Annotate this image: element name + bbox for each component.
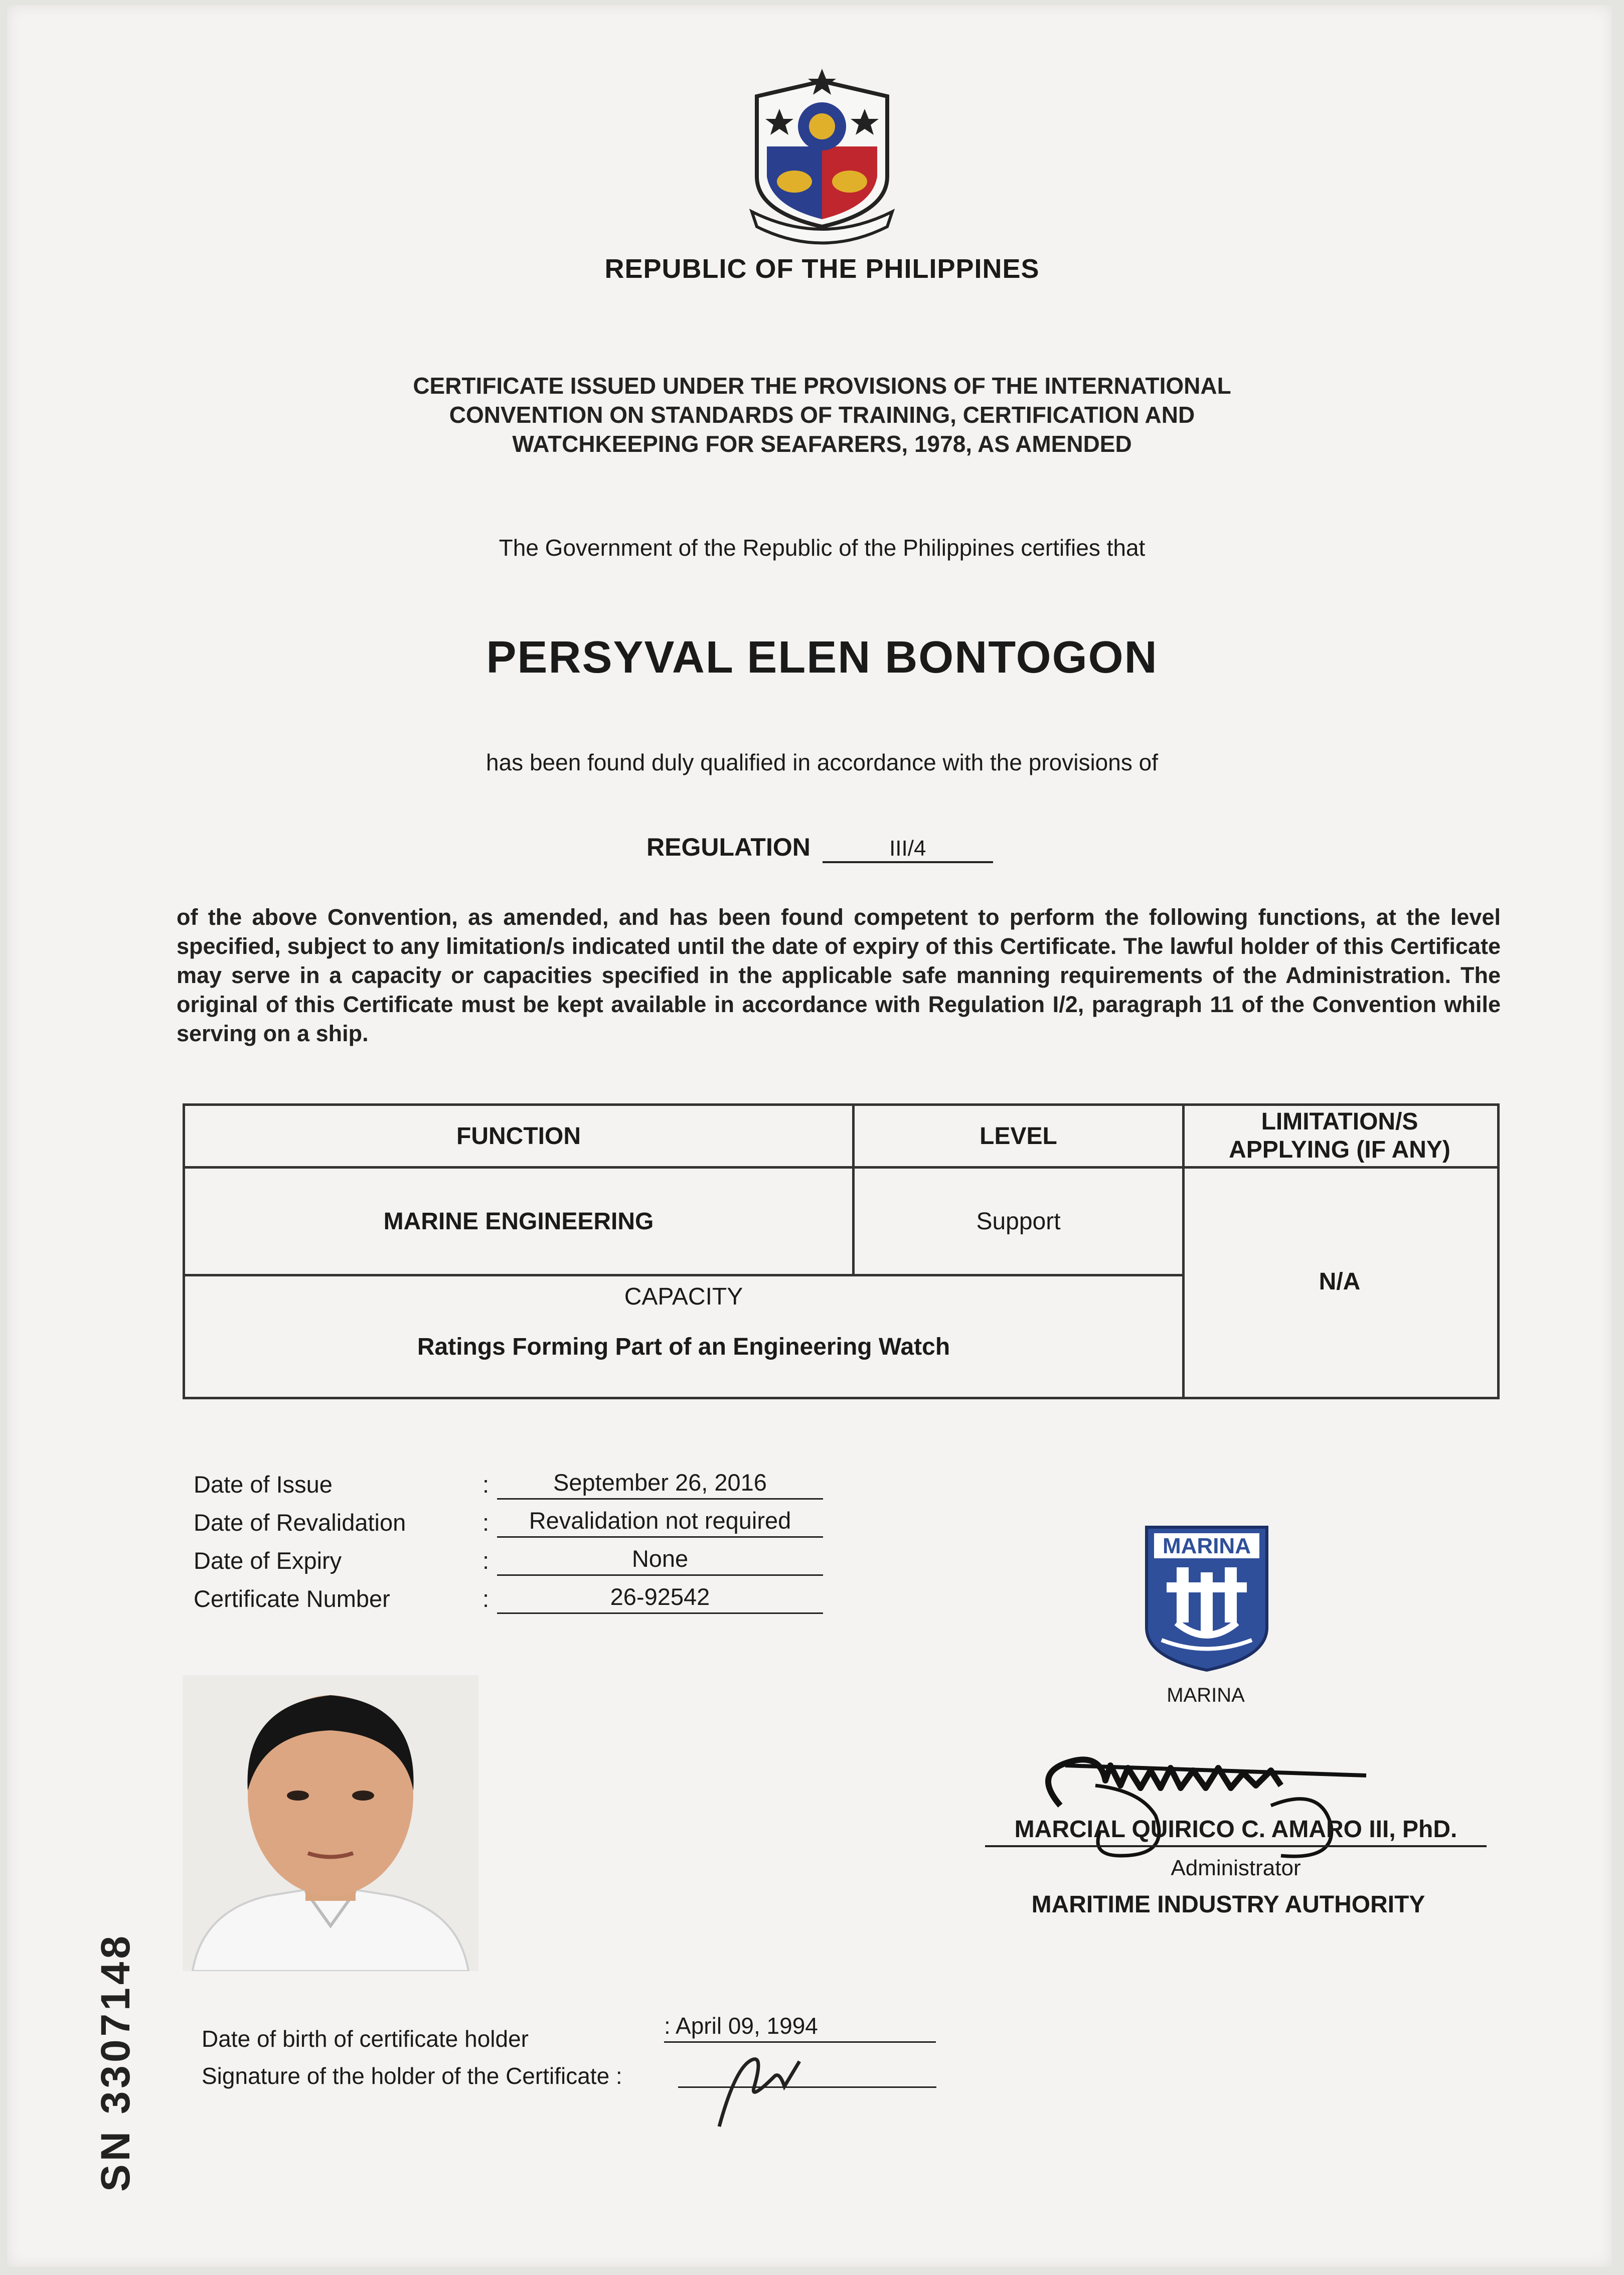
birth-date-label: Date of birth of certificate holder — [202, 2026, 529, 2052]
convention-line: CERTIFICATE ISSUED UNDER THE PROVISIONS OF THE INTERNATIONAL — [413, 373, 1231, 399]
limitations-value: N/A — [1319, 1268, 1361, 1295]
qualified-text: has been found duly qualified in accordance with the provisions of — [486, 749, 1158, 775]
regulation-label: REGULATION — [646, 833, 810, 861]
colon: : — [482, 1547, 490, 1574]
signatory-title: Administrator — [1171, 1856, 1301, 1880]
birth-date-value: : April 09, 1994 — [664, 2012, 936, 2043]
date-of-issue-label: Date of Issue — [194, 1471, 333, 1498]
regulation-value: III/4 — [823, 836, 993, 863]
limitations-header-line: APPLYING (IF ANY) — [1229, 1136, 1450, 1163]
limitations-header-line: LIMITATION/S — [1261, 1108, 1418, 1135]
functions-table — [183, 1103, 1500, 1399]
certificate-number-value: 26-92542 — [497, 1583, 823, 1614]
colon: : — [482, 1509, 490, 1536]
holder-signature — [699, 2041, 830, 2132]
signatory-name: MARCIAL QUIRICO C. AMARO III, PhD. — [985, 1816, 1487, 1847]
signatory-authority: MARITIME INDUSTRY AUTHORITY — [1031, 1891, 1425, 1918]
marina-label: MARINA — [1167, 1684, 1245, 1706]
capacity-header: CAPACITY — [624, 1283, 743, 1310]
date-of-expiry-value: None — [497, 1545, 823, 1576]
regulation-line — [646, 833, 993, 863]
convention-line: CONVENTION ON STANDARDS OF TRAINING, CERTIFICATION AND — [449, 402, 1195, 428]
philippine-seal-icon — [737, 61, 907, 252]
holder-photo — [183, 1675, 478, 1971]
certifies-text: The Government of the Republic of the Philippines certifies that — [499, 535, 1146, 561]
serial-number: SN 3307148 — [93, 1933, 138, 2192]
capacity-value: Ratings Forming Part of an Engineering Watch — [417, 1333, 950, 1360]
date-of-issue-value: September 26, 2016 — [497, 1469, 823, 1500]
competency-paragraph: of the above Convention, as amended, and has been found competent to perform the following functions, at the level specified, subject to any limitation/s indicated until the date of expiry of this Certificate. The lawful holder of this Certificate may serve in a capacity or capacities specified in the applicable safe manning requirements of the Administration. The original of this Certificate must be kept available in accordance with Regulation I/2, paragraph 11 of the Convention while serving on a ship. — [177, 904, 1501, 1046]
holder-signature-label: Signature of the holder of the Certificate : — [202, 2063, 622, 2089]
holder-name: PERSYVAL ELEN BONTOGON — [486, 632, 1158, 683]
marina-logo-text: MARINA — [1163, 1534, 1251, 1558]
certificate-number-label: Certificate Number — [194, 1585, 390, 1612]
function-value: MARINE ENGINEERING — [383, 1208, 654, 1235]
function-header: FUNCTION — [456, 1122, 581, 1150]
date-of-revalidation-label: Date of Revalidation — [194, 1509, 406, 1536]
marina-logo-icon — [1142, 1522, 1272, 1673]
date-of-expiry-label: Date of Expiry — [194, 1547, 342, 1574]
country-heading: REPUBLIC OF THE PHILIPPINES — [604, 254, 1040, 284]
colon: : — [482, 1585, 490, 1612]
date-of-revalidation-value: Revalidation not required — [497, 1507, 823, 1538]
level-header: LEVEL — [980, 1122, 1057, 1150]
level-value: Support — [976, 1208, 1061, 1235]
colon: : — [482, 1471, 490, 1498]
convention-heading — [358, 371, 1286, 458]
certificate-sheet — [7, 5, 1612, 2267]
limitations-header — [1185, 1106, 1495, 1166]
convention-line: WATCHKEEPING FOR SEAFARERS, 1978, AS AMENDED — [512, 431, 1132, 457]
